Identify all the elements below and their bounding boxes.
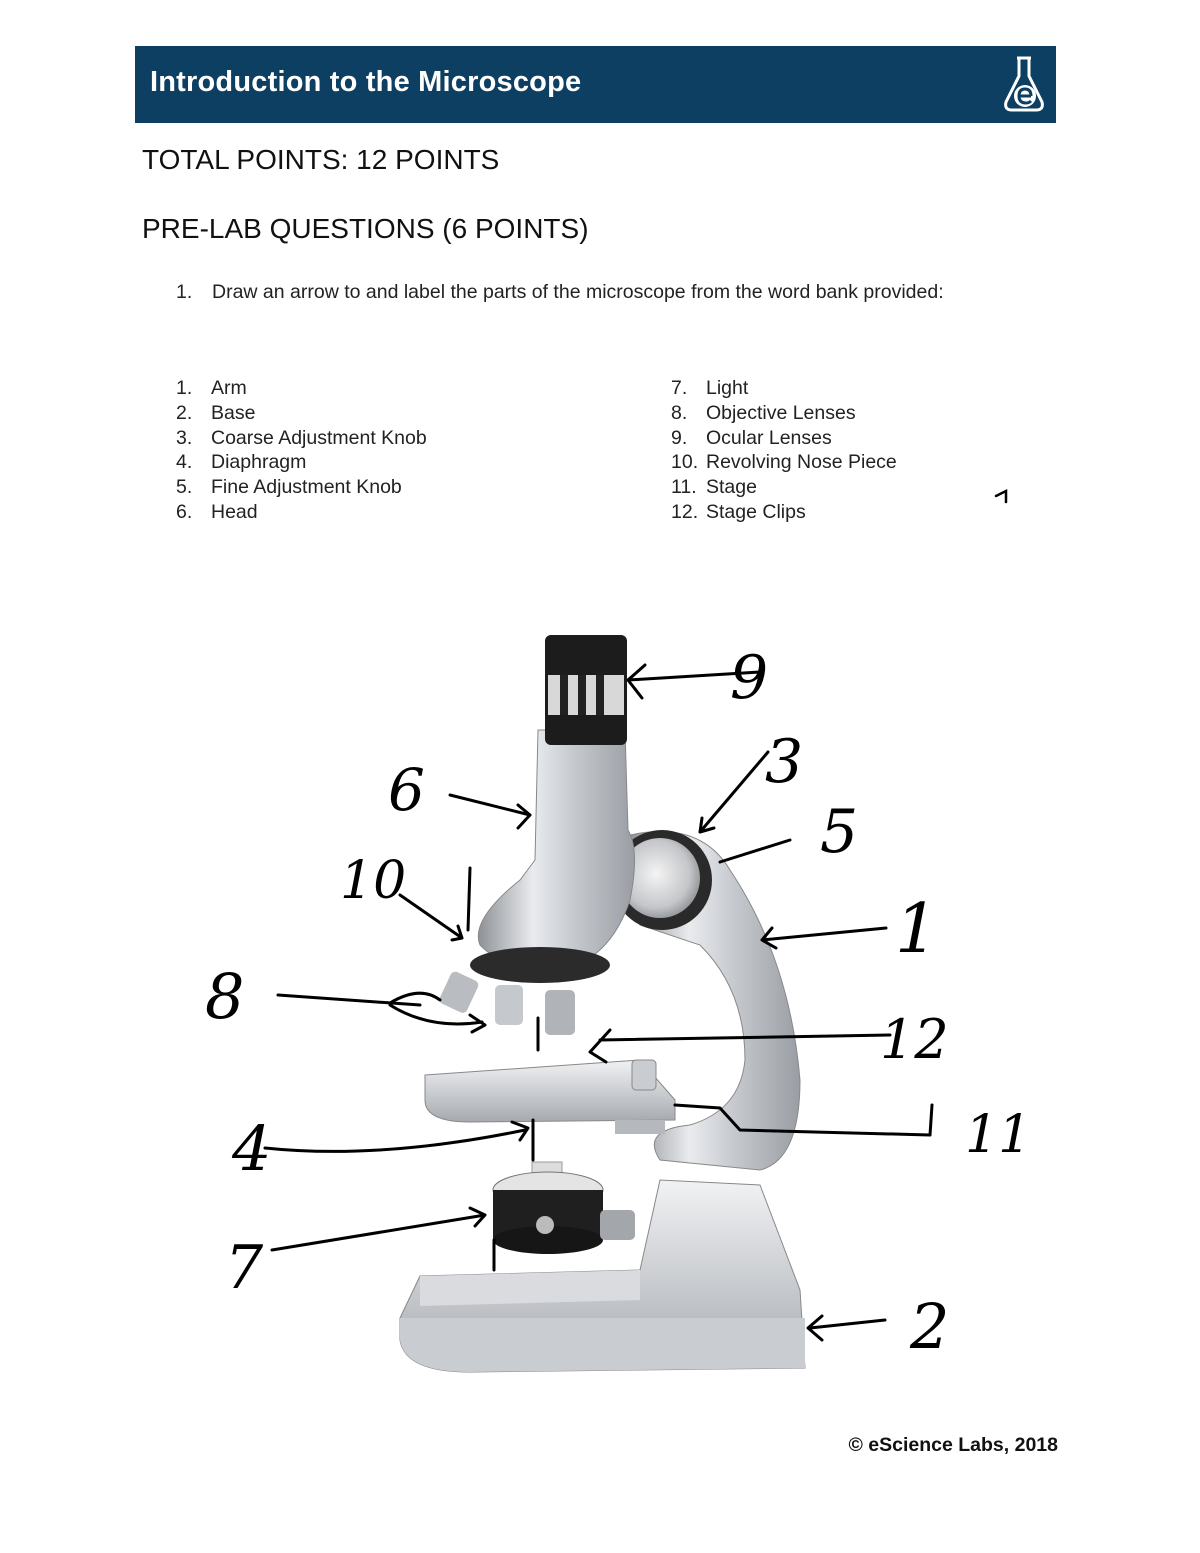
handwritten-label-9: 9 — [730, 643, 769, 713]
word-bank-item: 1. Arm — [176, 377, 247, 399]
question-text: Draw an arrow to and label the parts of the microscope from the word bank provided: — [212, 281, 944, 303]
microscope-stage — [425, 1060, 675, 1134]
microscope-head — [478, 635, 634, 971]
handwritten-label-8: 8 — [205, 960, 245, 1033]
word-bank-right — [671, 376, 897, 525]
word-bank-item: 2. Base — [176, 401, 256, 424]
word-bank-item: 3. Coarse Adjustment Knob — [176, 426, 427, 449]
word-bank-item: 4. Diaphragm — [176, 451, 307, 474]
handwritten-label-10: 10 — [340, 851, 407, 911]
handwritten-label-1: 1 — [895, 890, 939, 969]
objective-lenses — [438, 947, 610, 1035]
handwritten-label-3: 3 — [765, 727, 804, 797]
word-bank-left — [176, 376, 427, 525]
word-bank-item: 11. Stage — [671, 476, 757, 499]
question-number: 1. — [176, 281, 193, 303]
stray-pen-mark — [994, 488, 1014, 504]
handwritten-label-7: 7 — [225, 1233, 264, 1303]
handwritten-label-4: 4 — [232, 1112, 272, 1185]
prelab-heading: PRE-LAB QUESTIONS (6 POINTS) — [142, 213, 589, 244]
page-title: Introduction to the Microscope — [150, 66, 582, 98]
handwritten-label-2: 2 — [910, 1290, 950, 1363]
microscope-figure — [0, 560, 1200, 1420]
word-bank-item: 8. Objective Lenses — [671, 401, 856, 424]
handwritten-label-5: 5 — [820, 797, 859, 867]
copyright-footer: © eScience Labs, 2018 — [848, 1434, 1058, 1456]
word-bank-item: 6. Head — [176, 500, 258, 523]
handwritten-label-12: 12 — [880, 1008, 949, 1071]
question-1 — [176, 281, 944, 304]
flask-e-icon — [1002, 54, 1046, 114]
word-bank-item: 10. Revolving Nose Piece — [671, 451, 897, 474]
total-points: TOTAL POINTS: 12 POINTS — [142, 144, 500, 175]
word-bank-item: 9. Ocular Lenses — [671, 426, 832, 449]
word-bank-item: 5. Fine Adjustment Knob — [176, 476, 402, 499]
handwritten-label-6: 6 — [388, 756, 425, 824]
word-bank-item: 7. Light — [671, 377, 749, 399]
word-bank-item: 12. Stage Clips — [671, 500, 806, 523]
header-banner — [135, 46, 1056, 123]
microscope-light — [493, 1162, 635, 1254]
handwritten-label-11: 11 — [965, 1105, 1032, 1165]
